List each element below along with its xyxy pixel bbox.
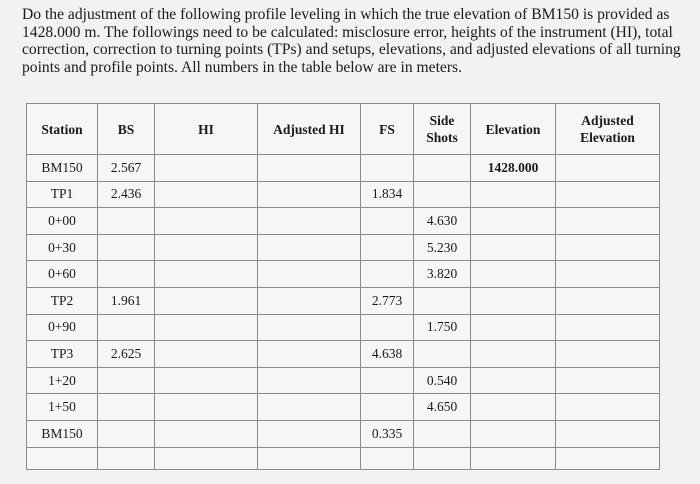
header-fs: FS — [361, 104, 414, 155]
cell-adjusted-elevation — [556, 181, 660, 208]
cell-station: TP1 — [27, 181, 98, 208]
cell-elevation — [471, 287, 556, 314]
cell-bs: 2.436 — [98, 181, 155, 208]
cell-bs — [98, 234, 155, 261]
table-row — [27, 181, 660, 208]
cell-fs — [361, 234, 414, 261]
cell-side-shots — [414, 287, 471, 314]
cell-adjusted-hi — [258, 314, 361, 341]
cell-fs — [361, 208, 414, 235]
table-row — [27, 314, 660, 341]
cell-fs: 2.773 — [361, 287, 414, 314]
cell-hi — [155, 155, 258, 182]
cell-adjusted-elevation — [556, 447, 660, 469]
header-hi: HI — [155, 104, 258, 155]
cell-fs: 0.335 — [361, 420, 414, 447]
cell-station: 0+60 — [27, 261, 98, 288]
cell-side-shots: 4.650 — [414, 394, 471, 421]
header-elevation: Elevation — [471, 104, 556, 155]
cell-station: BM150 — [27, 420, 98, 447]
cell-adjusted-hi — [258, 447, 361, 469]
cell-side-shots — [414, 447, 471, 469]
cell-hi — [155, 261, 258, 288]
cell-station: 1+50 — [27, 394, 98, 421]
header-bs: BS — [98, 104, 155, 155]
table-row — [27, 341, 660, 368]
cell-adjusted-elevation — [556, 287, 660, 314]
cell-fs: 4.638 — [361, 341, 414, 368]
table-row — [27, 234, 660, 261]
cell-elevation — [471, 447, 556, 469]
cell-adjusted-hi — [258, 287, 361, 314]
cell-elevation — [471, 420, 556, 447]
cell-bs — [98, 261, 155, 288]
cell-adjusted-hi — [258, 420, 361, 447]
cell-adjusted-hi — [258, 208, 361, 235]
cell-fs — [361, 447, 414, 469]
cell-bs — [98, 394, 155, 421]
cell-adjusted-elevation — [556, 155, 660, 182]
cell-elevation — [471, 234, 556, 261]
cell-station: TP2 — [27, 287, 98, 314]
table-header-row — [27, 104, 660, 155]
cell-hi — [155, 287, 258, 314]
cell-side-shots — [414, 155, 471, 182]
cell-adjusted-elevation — [556, 420, 660, 447]
header-adjusted-hi: Adjusted HI — [258, 104, 361, 155]
cell-side-shots: 3.820 — [414, 261, 471, 288]
header-side-shots-line1: Side — [429, 113, 455, 128]
table-row — [27, 261, 660, 288]
cell-fs — [361, 394, 414, 421]
cell-side-shots: 0.540 — [414, 367, 471, 394]
cell-adjusted-hi — [258, 367, 361, 394]
table-row — [27, 208, 660, 235]
cell-side-shots: 1.750 — [414, 314, 471, 341]
table-row — [27, 367, 660, 394]
table-row — [27, 447, 660, 469]
cell-fs — [361, 367, 414, 394]
cell-hi — [155, 367, 258, 394]
cell-bs — [98, 447, 155, 469]
cell-adjusted-elevation — [556, 261, 660, 288]
cell-adjusted-elevation — [556, 234, 660, 261]
header-side-shots-line2: Shots — [426, 130, 458, 145]
cell-elevation: 1428.000 — [471, 155, 556, 182]
cell-fs: 1.834 — [361, 181, 414, 208]
cell-side-shots: 4.630 — [414, 208, 471, 235]
cell-bs — [98, 208, 155, 235]
cell-hi — [155, 314, 258, 341]
cell-elevation — [471, 367, 556, 394]
cell-elevation — [471, 208, 556, 235]
cell-hi — [155, 420, 258, 447]
cell-adjusted-elevation — [556, 208, 660, 235]
cell-fs — [361, 314, 414, 341]
header-side-shots — [414, 104, 471, 155]
cell-adjusted-hi — [258, 181, 361, 208]
cell-station: 0+00 — [27, 208, 98, 235]
cell-elevation — [471, 261, 556, 288]
cell-hi — [155, 208, 258, 235]
header-adjusted-elevation — [556, 104, 660, 155]
cell-side-shots — [414, 181, 471, 208]
table-row — [27, 155, 660, 182]
cell-bs — [98, 420, 155, 447]
cell-bs: 2.567 — [98, 155, 155, 182]
cell-adjusted-elevation — [556, 394, 660, 421]
cell-elevation — [471, 394, 556, 421]
cell-bs — [98, 314, 155, 341]
cell-elevation — [471, 341, 556, 368]
cell-side-shots — [414, 420, 471, 447]
cell-adjusted-elevation — [556, 341, 660, 368]
cell-adjusted-hi — [258, 155, 361, 182]
table-row — [27, 287, 660, 314]
cell-station: 0+90 — [27, 314, 98, 341]
cell-adjusted-hi — [258, 261, 361, 288]
cell-adjusted-elevation — [556, 314, 660, 341]
cell-bs: 2.625 — [98, 341, 155, 368]
cell-bs — [98, 367, 155, 394]
table-row — [27, 394, 660, 421]
cell-adjusted-hi — [258, 234, 361, 261]
cell-bs: 1.961 — [98, 287, 155, 314]
cell-adjusted-elevation — [556, 367, 660, 394]
cell-elevation — [471, 181, 556, 208]
cell-hi — [155, 234, 258, 261]
cell-hi — [155, 341, 258, 368]
cell-side-shots: 5.230 — [414, 234, 471, 261]
cell-station: TP3 — [27, 341, 98, 368]
cell-hi — [155, 447, 258, 469]
header-station: Station — [27, 104, 98, 155]
cell-fs — [361, 155, 414, 182]
cell-station — [27, 447, 98, 469]
cell-side-shots — [414, 341, 471, 368]
cell-hi — [155, 394, 258, 421]
problem-statement: Do the adjustment of the following profile leveling in which the true elevation of BM150 is provided as 1428.000 m. The followings need to be calculated: misclosure error, heights of the instrument (HI), total correction, correction to turning points (TPs) and setups, elevations, and adjusted elevations of all turning points and profile points. All numbers in the table below are in meters. — [22, 6, 681, 76]
leveling-table — [26, 103, 660, 470]
cell-hi — [155, 181, 258, 208]
cell-elevation — [471, 314, 556, 341]
header-adjusted-elevation-line1: Adjusted — [581, 113, 634, 128]
cell-station: 1+20 — [27, 367, 98, 394]
cell-station: BM150 — [27, 155, 98, 182]
header-adjusted-elevation-line2: Elevation — [580, 130, 635, 145]
cell-fs — [361, 261, 414, 288]
cell-adjusted-hi — [258, 341, 361, 368]
cell-station: 0+30 — [27, 234, 98, 261]
table-row — [27, 420, 660, 447]
cell-adjusted-hi — [258, 394, 361, 421]
